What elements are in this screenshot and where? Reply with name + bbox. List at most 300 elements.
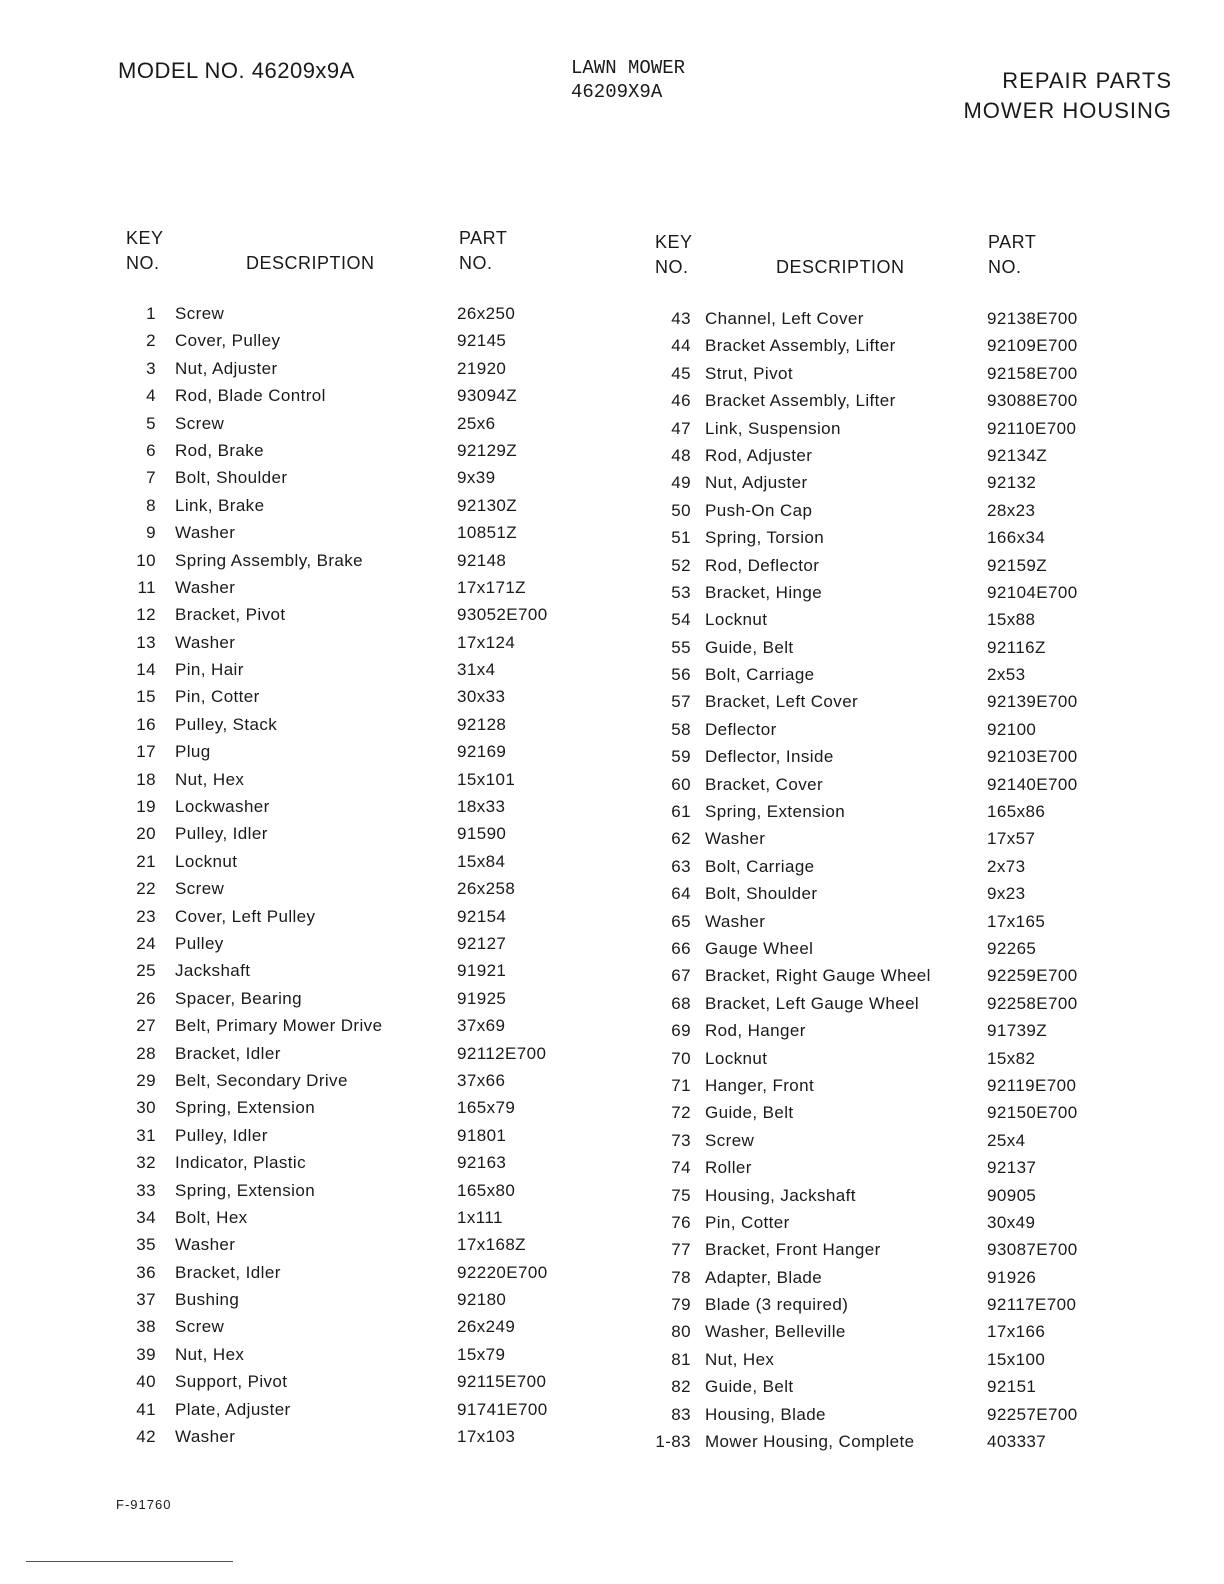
- key-number: 22: [136, 879, 156, 899]
- part-number: 92127: [457, 933, 507, 953]
- table-row: [655, 829, 1155, 856]
- table-row: [126, 934, 626, 961]
- key-number: 65: [671, 911, 691, 931]
- key-number: 73: [671, 1130, 691, 1150]
- part-description: Spring, Torsion: [705, 528, 825, 548]
- part-description: Spacer, Bearing: [175, 988, 302, 1008]
- table-row: [126, 1016, 626, 1043]
- part-description: Pin, Cotter: [705, 1212, 790, 1232]
- part-description: Screw: [175, 1317, 225, 1337]
- part-number: 17x124: [457, 632, 516, 652]
- part-number: 91925: [457, 988, 507, 1008]
- table-row: [655, 1103, 1155, 1130]
- part-number: 93052E700: [457, 605, 548, 625]
- key-number: 51: [671, 528, 691, 548]
- part-description: Pin, Hair: [175, 660, 244, 680]
- part-description: Belt, Primary Mower Drive: [175, 1016, 383, 1036]
- table-row: [126, 1427, 626, 1454]
- part-no-header: [988, 230, 1036, 280]
- part-number: 92109E700: [987, 336, 1078, 356]
- part-number: 92116Z: [987, 637, 1046, 657]
- part-description: Cover, Pulley: [175, 331, 281, 351]
- part-description: Mower Housing, Complete: [705, 1432, 915, 1452]
- part-description: Bracket Assembly, Lifter: [705, 336, 896, 356]
- section-title-line1: REPAIR PARTS: [1002, 68, 1172, 93]
- part-description: Rod, Blade Control: [175, 386, 326, 406]
- table-row: [655, 1350, 1155, 1377]
- part-header-line1: PART: [459, 228, 508, 248]
- table-row: [655, 556, 1155, 583]
- table-row: [655, 720, 1155, 747]
- part-number: 92103E700: [987, 747, 1078, 767]
- table-row: [126, 605, 626, 632]
- table-row: [655, 1131, 1155, 1158]
- part-description: Rod, Deflector: [705, 555, 820, 575]
- key-number: 11: [137, 577, 156, 597]
- key-number: 25: [136, 961, 156, 981]
- table-row: [655, 775, 1155, 802]
- key-number: 43: [671, 309, 691, 328]
- table-row: [655, 364, 1155, 391]
- key-number: 45: [671, 363, 691, 383]
- table-row: [655, 446, 1155, 473]
- key-number: 2: [146, 331, 156, 351]
- part-description: Bushing: [175, 1290, 240, 1310]
- part-description: Deflector, Inside: [705, 747, 834, 767]
- part-description: Indicator, Plastic: [175, 1153, 306, 1173]
- part-description: Cover, Left Pulley: [175, 906, 316, 926]
- key-number: 13: [136, 632, 156, 652]
- key-number: 46: [671, 391, 691, 411]
- part-number: 2x53: [987, 665, 1026, 685]
- key-number: 52: [671, 555, 691, 575]
- key-number: 7: [146, 468, 156, 488]
- part-number: 166x34: [987, 528, 1046, 548]
- key-number: 34: [136, 1207, 156, 1227]
- key-number: 63: [671, 856, 691, 876]
- part-description: Adapter, Blade: [705, 1267, 823, 1287]
- part-number: 31x4: [457, 660, 496, 680]
- part-number: 92139E700: [987, 692, 1078, 712]
- part-number: 92112E700: [457, 1043, 547, 1063]
- part-number: 92117E700: [987, 1295, 1077, 1315]
- part-description: Gauge Wheel: [705, 938, 814, 958]
- part-number: 15x82: [987, 1048, 1036, 1068]
- part-description: Rod, Hanger: [705, 1021, 806, 1041]
- table-row: [126, 1400, 626, 1427]
- part-number: 10851Z: [457, 523, 518, 543]
- part-description: Plate, Adjuster: [175, 1399, 291, 1419]
- part-description: Bracket, Idler: [175, 1262, 281, 1282]
- part-description: Screw: [705, 1130, 755, 1150]
- key-number: 76: [671, 1212, 691, 1232]
- part-number: 92154: [457, 906, 507, 926]
- key-number: 29: [136, 1070, 156, 1090]
- part-description: Housing, Blade: [705, 1404, 826, 1424]
- part-description: Locknut: [705, 1048, 768, 1068]
- scan-edge-line: [26, 1561, 233, 1562]
- part-number: 1x111: [457, 1207, 503, 1227]
- key-header-line1: KEY: [126, 228, 164, 248]
- part-description: Bracket, Front Hanger: [705, 1240, 881, 1260]
- table-row: [655, 966, 1155, 993]
- part-description: Strut, Pivot: [705, 363, 793, 383]
- key-number: 83: [671, 1404, 691, 1424]
- part-number: 165x86: [987, 802, 1046, 822]
- part-number: 25x6: [457, 413, 496, 433]
- key-number: 3: [146, 358, 156, 378]
- part-number: 92138E700: [987, 309, 1078, 328]
- table-row: [655, 309, 1155, 336]
- part-description: Nut, Adjuster: [705, 473, 808, 493]
- key-number: 50: [671, 500, 691, 520]
- part-number: 92128: [457, 714, 507, 734]
- key-number: 24: [136, 933, 156, 953]
- key-number: 71: [671, 1075, 691, 1095]
- section-title: [963, 66, 1172, 126]
- table-row: [655, 1186, 1155, 1213]
- part-description: Pulley, Stack: [175, 714, 278, 734]
- part-description: Bracket, Hinge: [705, 582, 823, 602]
- part-number: 92158E700: [987, 363, 1078, 383]
- key-no-header: [126, 226, 164, 276]
- key-number: 42: [136, 1427, 156, 1447]
- part-description: Washer: [705, 829, 766, 849]
- part-number: 92151: [987, 1377, 1037, 1397]
- part-number: 17x57: [987, 829, 1036, 849]
- part-number: 17x168Z: [457, 1235, 526, 1255]
- key-number: 21: [136, 851, 156, 871]
- section-title-line2: MOWER HOUSING: [963, 98, 1172, 123]
- key-number: 36: [136, 1262, 156, 1282]
- key-number: 10: [136, 550, 156, 570]
- part-description: Rod, Adjuster: [705, 445, 813, 465]
- product-name: LAWN MOWER: [571, 57, 686, 79]
- table-row: [126, 687, 626, 714]
- part-number: 17x171Z: [457, 577, 526, 597]
- description-header: DESCRIPTION: [246, 253, 375, 273]
- part-description: Push-On Cap: [705, 500, 813, 520]
- part-number: 92132: [987, 473, 1037, 493]
- part-number: 2x73: [987, 856, 1026, 876]
- table-row: [655, 1240, 1155, 1267]
- part-number: 92163: [457, 1153, 507, 1173]
- part-number: 92100: [987, 719, 1037, 739]
- part-description: Pulley, Idler: [175, 1125, 268, 1145]
- table-row: [126, 1317, 626, 1344]
- part-number: 9x23: [987, 884, 1026, 904]
- part-description: Nut, Hex: [175, 1344, 245, 1364]
- key-number: 28: [136, 1043, 156, 1063]
- part-number: 30x33: [457, 687, 506, 707]
- part-description: Spring, Extension: [175, 1098, 316, 1118]
- key-number: 53: [671, 582, 691, 602]
- key-number: 14: [136, 660, 156, 680]
- part-description: Bracket, Right Gauge Wheel: [705, 966, 931, 986]
- part-number: 165x80: [457, 1180, 516, 1200]
- table-row: [655, 692, 1155, 719]
- key-number: 27: [136, 1016, 156, 1036]
- key-number: 9: [146, 523, 156, 543]
- key-number: 15: [136, 687, 156, 707]
- table-header: [655, 230, 1155, 300]
- table-row: [126, 1208, 626, 1235]
- part-number: 30x49: [987, 1212, 1036, 1232]
- table-row: [126, 1153, 626, 1180]
- part-number: 92104E700: [987, 582, 1078, 602]
- key-number: 72: [671, 1103, 691, 1123]
- part-description: Housing, Jackshaft: [705, 1185, 856, 1205]
- table-row: [126, 715, 626, 742]
- table-row: [655, 1213, 1155, 1240]
- table-row: [126, 468, 626, 495]
- part-description: Washer: [175, 577, 236, 597]
- key-number: 54: [671, 610, 691, 630]
- table-row: [655, 1076, 1155, 1103]
- key-header-line2: NO.: [655, 257, 689, 277]
- key-number: 38: [136, 1317, 156, 1337]
- table-row: [655, 1268, 1155, 1295]
- part-number: 403337: [987, 1432, 1047, 1452]
- key-number: 40: [136, 1372, 156, 1392]
- table-row: [126, 1126, 626, 1153]
- part-number: 92115E700: [457, 1372, 547, 1392]
- part-number: 92148: [457, 550, 507, 570]
- table-row: [126, 1071, 626, 1098]
- table-row: [126, 1345, 626, 1372]
- table-row: [126, 1235, 626, 1262]
- part-description: Washer: [705, 911, 766, 931]
- table-row: [655, 1295, 1155, 1322]
- key-number: 81: [671, 1349, 691, 1369]
- table-row: [126, 770, 626, 797]
- part-description: Belt, Secondary Drive: [175, 1070, 348, 1090]
- table-row: [655, 528, 1155, 555]
- part-description: Support, Pivot: [175, 1372, 288, 1392]
- key-number: 74: [671, 1158, 691, 1178]
- table-row: [655, 473, 1155, 500]
- part-number: 91801: [457, 1125, 507, 1145]
- table-row: [655, 665, 1155, 692]
- part-description: Spring, Extension: [175, 1180, 316, 1200]
- model-number: MODEL NO. 46209x9A: [118, 58, 355, 83]
- key-number: 17: [136, 742, 156, 762]
- part-description: Washer: [175, 1235, 236, 1255]
- table-row: [126, 907, 626, 934]
- part-description: Link, Brake: [175, 495, 265, 515]
- part-number: 91921: [457, 961, 507, 981]
- table-row: [126, 1263, 626, 1290]
- key-number: 62: [671, 829, 691, 849]
- part-number: 92180: [457, 1290, 507, 1310]
- part-description: Lockwasher: [175, 797, 270, 817]
- part-number: 15x84: [457, 851, 506, 871]
- key-number: 75: [671, 1185, 691, 1205]
- part-number: 15x100: [987, 1349, 1046, 1369]
- table-row: [655, 1322, 1155, 1349]
- table-row: [126, 304, 626, 331]
- table-row: [655, 747, 1155, 774]
- key-number: 69: [671, 1021, 691, 1041]
- part-number: 21920: [457, 358, 507, 378]
- key-number: 49: [671, 473, 691, 493]
- table-row: [126, 359, 626, 386]
- part-number: 91739Z: [987, 1021, 1048, 1041]
- product-title: [571, 56, 685, 104]
- parts-table-right: [655, 230, 1155, 1452]
- key-number: 35: [136, 1235, 156, 1255]
- table-row: [655, 912, 1155, 939]
- part-number: 92134Z: [987, 445, 1048, 465]
- part-description: Spring, Extension: [705, 802, 846, 822]
- table-row: [655, 1021, 1155, 1048]
- part-number: 15x101: [457, 769, 516, 789]
- table-row: [655, 638, 1155, 665]
- part-number: 93094Z: [457, 386, 518, 406]
- part-description: Hanger, Front: [705, 1075, 815, 1095]
- key-number: 30: [136, 1098, 156, 1118]
- key-number: 79: [671, 1295, 691, 1315]
- key-number: 19: [136, 797, 156, 817]
- table-row: [126, 824, 626, 851]
- table-row: [126, 551, 626, 578]
- part-number: 92145: [457, 331, 507, 351]
- table-row: [126, 331, 626, 358]
- key-number: 12: [136, 605, 156, 625]
- key-number: 47: [671, 418, 691, 438]
- part-description: Bracket, Idler: [175, 1043, 281, 1063]
- description-header: DESCRIPTION: [776, 257, 905, 277]
- key-number: 64: [671, 884, 691, 904]
- part-number: 93088E700: [987, 391, 1078, 411]
- table-row: [655, 1405, 1155, 1432]
- table-row: [126, 523, 626, 550]
- part-description: Pulley: [175, 933, 224, 953]
- part-description: Screw: [175, 413, 225, 433]
- key-number: 48: [671, 445, 691, 465]
- table-row: [655, 1432, 1155, 1459]
- key-number: 57: [671, 692, 691, 712]
- part-description: Roller: [705, 1158, 752, 1178]
- part-number: 28x23: [987, 500, 1036, 520]
- key-header-line1: KEY: [655, 232, 693, 252]
- part-number: 92119E700: [987, 1075, 1077, 1095]
- table-row: [126, 1181, 626, 1208]
- part-description: Channel, Left Cover: [705, 309, 864, 328]
- table-row: [126, 633, 626, 660]
- part-number: 91926: [987, 1267, 1037, 1287]
- part-description: Bolt, Carriage: [705, 856, 815, 876]
- table-row: [655, 391, 1155, 418]
- part-number: 26x258: [457, 879, 516, 899]
- key-number: 16: [136, 714, 156, 734]
- table-row: [655, 1158, 1155, 1185]
- key-number: 68: [671, 993, 691, 1013]
- part-description: Bolt, Shoulder: [705, 884, 818, 904]
- part-description: Washer: [175, 1427, 236, 1447]
- part-number: 92130Z: [457, 495, 518, 515]
- table-row: [126, 797, 626, 824]
- part-number: 17x103: [457, 1427, 516, 1447]
- key-number: 58: [671, 719, 691, 739]
- key-number: 60: [671, 774, 691, 794]
- part-number: 26x250: [457, 304, 516, 323]
- key-number: 55: [671, 637, 691, 657]
- table-row: [126, 414, 626, 441]
- part-description: Locknut: [705, 610, 768, 630]
- part-no-header: [459, 226, 507, 276]
- part-number: 9x39: [457, 468, 496, 488]
- part-header-line1: PART: [988, 232, 1037, 252]
- part-description: Nut, Hex: [705, 1349, 775, 1369]
- part-description: Nut, Adjuster: [175, 358, 278, 378]
- key-number: 32: [136, 1153, 156, 1173]
- table-row: [126, 1044, 626, 1071]
- part-description: Pulley, Idler: [175, 824, 268, 844]
- key-number: 1-83: [655, 1432, 691, 1452]
- part-description: Bracket, Cover: [705, 774, 824, 794]
- part-number: 92257E700: [987, 1404, 1078, 1424]
- table-row: [655, 884, 1155, 911]
- parts-table-left: [126, 226, 626, 1447]
- part-description: Bracket Assembly, Lifter: [705, 391, 896, 411]
- part-number: 90905: [987, 1185, 1037, 1205]
- table-row: [126, 989, 626, 1016]
- key-number: 59: [671, 747, 691, 767]
- part-number: 15x88: [987, 610, 1036, 630]
- table-row: [126, 660, 626, 687]
- table-row: [126, 852, 626, 879]
- table-row: [655, 1377, 1155, 1404]
- part-number: 92150E700: [987, 1103, 1078, 1123]
- key-number: 41: [136, 1399, 156, 1419]
- key-number: 39: [136, 1344, 156, 1364]
- part-number: 92169: [457, 742, 507, 762]
- key-number: 8: [146, 495, 156, 515]
- part-number: 25x4: [987, 1130, 1026, 1150]
- part-description: Bracket, Pivot: [175, 605, 286, 625]
- product-model: 46209X9A: [571, 81, 663, 103]
- part-number: 92140E700: [987, 774, 1078, 794]
- table-row: [655, 610, 1155, 637]
- key-number: 5: [146, 413, 156, 433]
- part-description: Pin, Cotter: [175, 687, 260, 707]
- table-row: [126, 496, 626, 523]
- part-number: 37x69: [457, 1016, 506, 1036]
- part-header-line2: NO.: [988, 257, 1022, 277]
- part-description: Plug: [175, 742, 211, 762]
- key-number: 67: [671, 966, 691, 986]
- table-row: [126, 961, 626, 988]
- part-description: Guide, Belt: [705, 1103, 794, 1123]
- part-description: Jackshaft: [175, 961, 251, 981]
- part-number: 92137: [987, 1158, 1037, 1178]
- key-number: 26: [136, 988, 156, 1008]
- part-description: Bolt, Hex: [175, 1207, 248, 1227]
- part-number: 18x33: [457, 797, 506, 817]
- table-header: [126, 226, 626, 296]
- table-row: [655, 419, 1155, 446]
- key-number: 66: [671, 938, 691, 958]
- table-row: [655, 336, 1155, 363]
- part-description: Locknut: [175, 851, 238, 871]
- part-number: 165x79: [457, 1098, 516, 1118]
- part-number: 26x249: [457, 1317, 516, 1337]
- part-description: Link, Suspension: [705, 418, 841, 438]
- key-number: 4: [146, 386, 156, 406]
- key-number: 70: [671, 1048, 691, 1068]
- part-description: Bracket, Left Gauge Wheel: [705, 993, 920, 1013]
